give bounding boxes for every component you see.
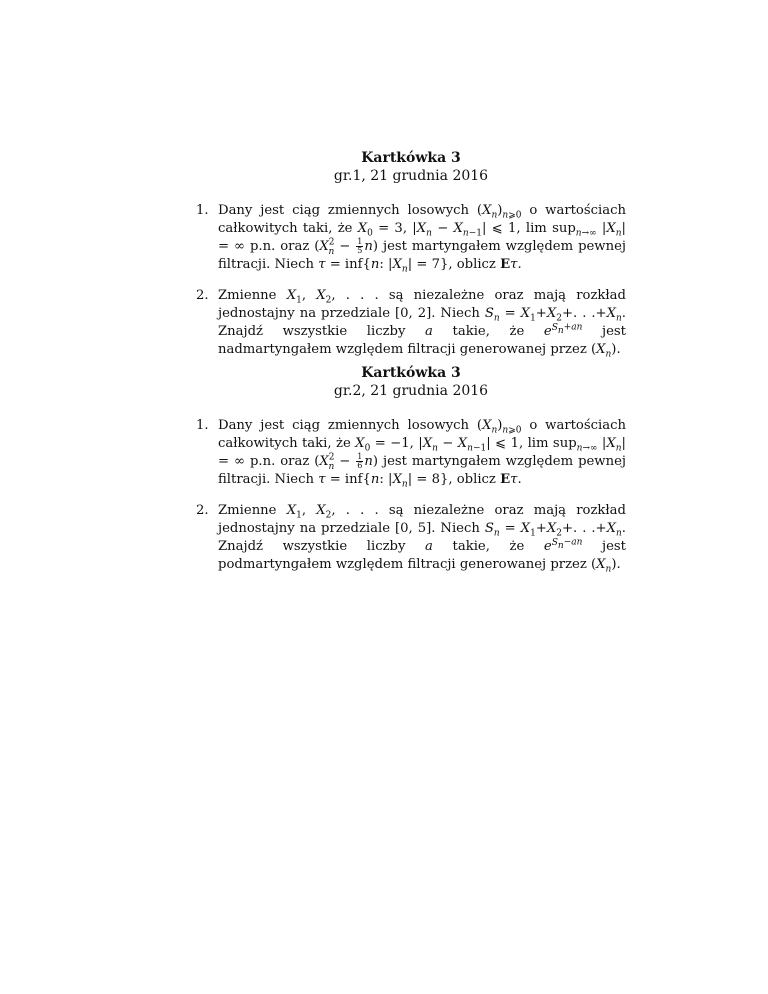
group-header — [196, 365, 626, 400]
problem-2 — [196, 287, 626, 359]
problem-list — [196, 417, 626, 574]
problem-1 — [196, 417, 626, 489]
problem-text: Zmienne $X_1$, $X_2$, . . . są niezależne oraz mają rozkład jednostajny na przedziale [0, 5]. Niech $S_n = X_1+X_2+$. . $.+X_n$. Znajdź wszystkie liczby a takie, że $e^{S_n-an}$ jest podmartyngałem względem filtracji generowanej przez $(X_n)$. — [218, 503, 626, 575]
problem-list — [196, 202, 626, 359]
problem-text: Dany jest ciąg zmiennych losowych $(X_n)_{n⩾0}$ o wartościach całkowitych taki, że $X_0 = -1$, $|X_n - X_{n-1}|$ ⩽ 1, lim sup$_{n\to\infty}$ $|X_n|$ = ∞ p.n. oraz ($X^2_n$ − $\frac{1}{6}$ n) jest martyngałem względem pewnej filtracji. Niech τ = inf{n: $|X_n| = 8$}, oblicz Eτ. — [218, 418, 626, 490]
problem-number: 1. — [196, 203, 209, 218]
problem-2 — [196, 502, 626, 574]
problem-1 — [196, 202, 626, 274]
quiz-group-1 — [196, 150, 626, 372]
group-subtitle: gr.1, 21 grudnia 2016 — [333, 168, 489, 184]
problem-text: Zmienne $X_1$, $X_2$, . . . są niezależne oraz mają rozkład jednostajny na przedziale [0, 2]. Niech $S_n = X_1+X_2+$. . $.+X_n$. Znajdź wszystkie liczby a takie, że $e^{S_n+an}$ jest nadmartyngałem względem filtracji generowanej przez $(X_n)$. — [218, 288, 626, 360]
group-title: Kartkówka 3 — [361, 150, 461, 166]
problem-number: 2. — [196, 503, 209, 518]
problem-number: 2. — [196, 288, 209, 303]
quiz-group-2 — [196, 365, 626, 587]
group-header — [196, 150, 626, 185]
problem-text: Dany jest ciąg zmiennych losowych $(X_n)_{n⩾0}$ o wartościach całkowitych taki, że $X_0 = 3$, $|X_n - X_{n-1}|$ ⩽ 1, lim sup$_{n\to\infty}$ $|X_n|$ = ∞ p.n. oraz ($X^2_n$ − $\frac{1}{5}$ n) jest martyngałem względem pewnej filtracji. Niech τ = inf{n: $|X_n| = 7$}, oblicz Eτ. — [218, 203, 626, 275]
group-title: Kartkówka 3 — [361, 365, 461, 381]
problem-number: 1. — [196, 418, 209, 433]
group-subtitle: gr.2, 21 grudnia 2016 — [333, 383, 489, 399]
